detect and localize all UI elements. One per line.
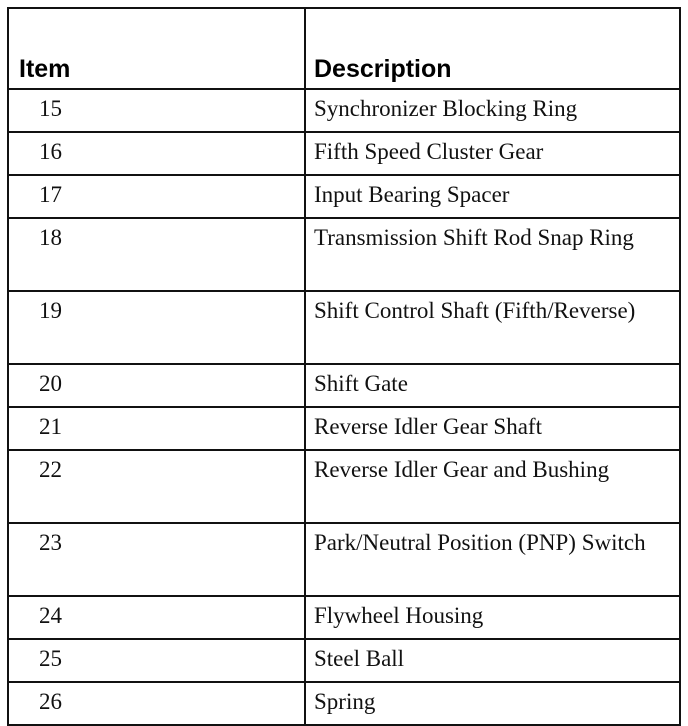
table-row <box>8 291 680 364</box>
item-number: 22 <box>8 450 305 523</box>
table-row <box>8 218 680 291</box>
item-description: Reverse Idler Gear and Bushing <box>305 450 680 523</box>
table-row <box>8 639 680 682</box>
item-description: Steel Ball <box>305 639 680 682</box>
item-number: 18 <box>8 218 305 291</box>
table-row <box>8 596 680 639</box>
item-number: 26 <box>8 682 305 725</box>
column-header-description: Description <box>305 8 680 89</box>
item-number: 19 <box>8 291 305 364</box>
item-description: Spring <box>305 682 680 725</box>
item-description: Flywheel Housing <box>305 596 680 639</box>
item-description: Shift Control Shaft (Fifth/Reverse) <box>305 291 680 364</box>
column-header-item: Item <box>8 8 305 89</box>
table-header-row <box>8 8 680 89</box>
item-description: Transmission Shift Rod Snap Ring <box>305 218 680 291</box>
table-row <box>8 89 680 132</box>
item-number: 25 <box>8 639 305 682</box>
table-row <box>8 364 680 407</box>
item-description: Park/Neutral Position (PNP) Switch <box>305 523 680 596</box>
item-number: 15 <box>8 89 305 132</box>
item-number: 20 <box>8 364 305 407</box>
item-number: 24 <box>8 596 305 639</box>
table-row <box>8 523 680 596</box>
table-row <box>8 132 680 175</box>
table-row <box>8 175 680 218</box>
item-description: Shift Gate <box>305 364 680 407</box>
item-number: 23 <box>8 523 305 596</box>
item-description: Synchronizer Blocking Ring <box>305 89 680 132</box>
item-description: Fifth Speed Cluster Gear <box>305 132 680 175</box>
item-description: Input Bearing Spacer <box>305 175 680 218</box>
item-number: 21 <box>8 407 305 450</box>
item-description: Reverse Idler Gear Shaft <box>305 407 680 450</box>
table-row <box>8 407 680 450</box>
table-row <box>8 682 680 725</box>
item-number: 17 <box>8 175 305 218</box>
table-row <box>8 450 680 523</box>
parts-table <box>7 7 681 726</box>
item-number: 16 <box>8 132 305 175</box>
